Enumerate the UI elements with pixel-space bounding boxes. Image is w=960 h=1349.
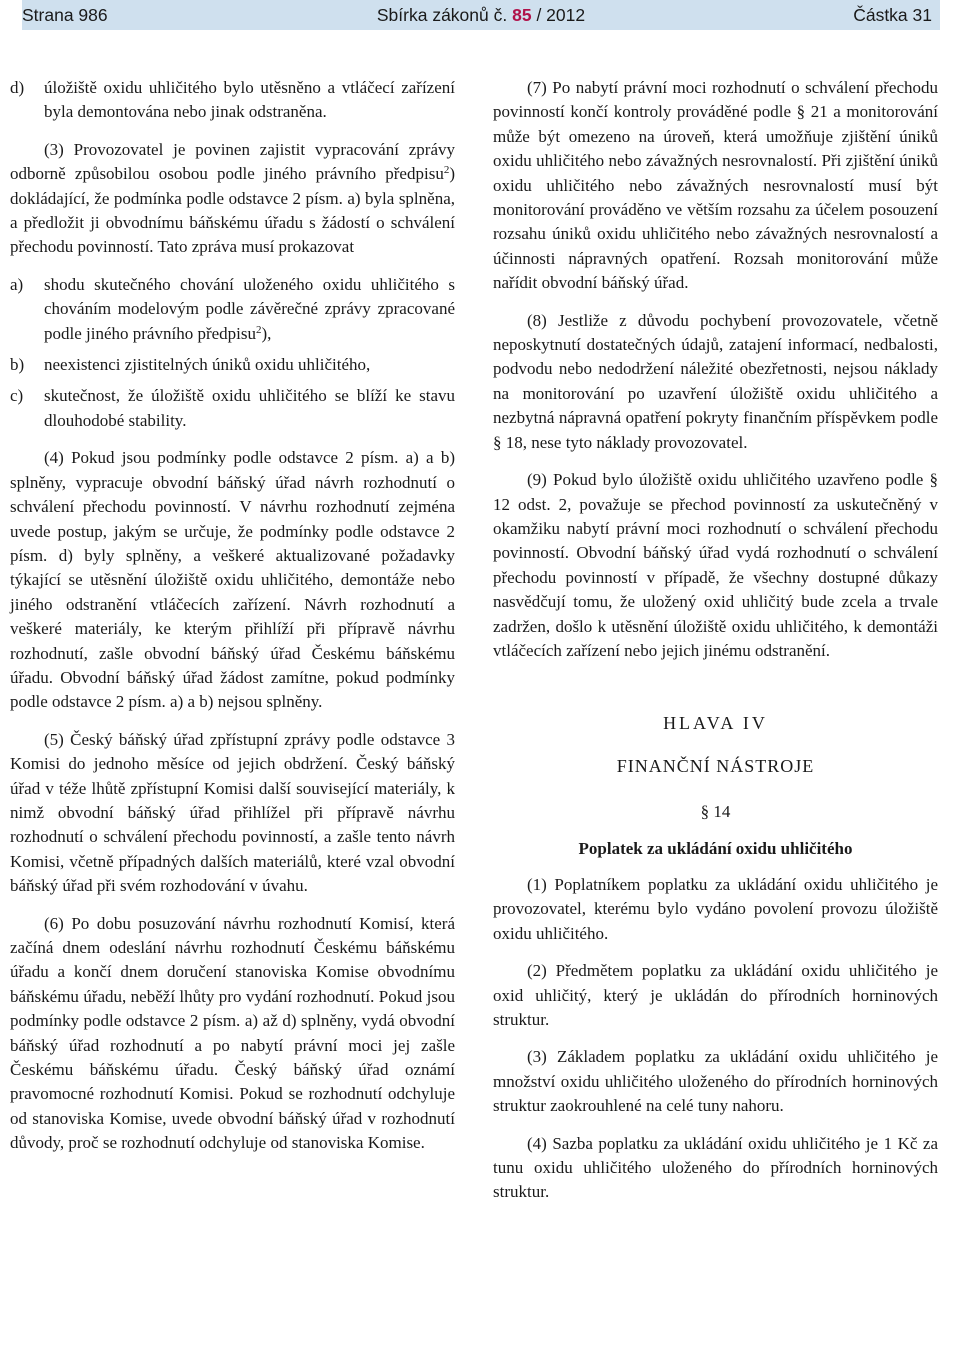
item-text-end: ), xyxy=(261,323,272,343)
paragraph-5: (5) Český báňský úřad zpřístupní zprávy podle odstavce 3 Komisi do jednoho měsíce od jejich obdržení. Český báňský úřad v téže lhůtě zpřístupní Komisi další související materiály, k nimž obvodní báňský úřad přihlížel při přípravě návrhu rozhodnutí o schválení přechodu povinností, a zašle tento návrh Komisi, včetně případných dalších materiálů, které vzal obvodní báňský úřad při svém rozhodování v úvahu. xyxy=(10,729,455,896)
item-label: b) xyxy=(10,355,25,375)
list-item xyxy=(10,273,455,346)
paragraph-8: (8) Jestliže z důvodu pochybení provozovatele, včetně neposkytnutí dostatečných údajů, zatajení informací, nedbalosti, podvodu nebo nedodržení náležité obezřetnosti, nejsou náklady na monitorování po uzavření úložiště oxidu uhličitého a nezbytná nápravná opatření pokryty finančním příspěvkem podle § 18, nese tyto náklady provozovatel. xyxy=(493,310,938,452)
paragraph-6: (6) Po dobu posuzování návrhu rozhodnutí Komisí, která začíná dnem odeslání návrhu rozhodnutí Českému báňskému úřadu a končí dnem doručení stanoviska Komise obvodnímu báňskému úřadu, neběží lhůty pro vydání rozhodnutí. Pokud jsou podmínky podle odstavce 2 písm. a) až d) splněny, vydá obvodní báňský úřad rozhodnutí a po nabytí právní moci jej zašle Českému báňskému úřadu. Český báňský úřad oznámí pravomocné rozhodnutí Komisi. Pokud se rozhodnutí odchyluje od stanoviska Komise, uvede obvodní báňský úřad v rozhodnutí důvody, proč se rozhodnutí odchyluje od stanoviska Komise. xyxy=(10,913,455,1153)
part-number: Částka 31 xyxy=(853,4,932,25)
section-paragraph-2: (2) Předmětem poplatku za ukládání oxidu uhličitého je oxid uhličitý, který je ukládán do přírodních horninových struktur. xyxy=(493,961,938,1029)
item-label: c) xyxy=(10,386,24,406)
page-header xyxy=(22,0,940,30)
collection-year: / 2012 xyxy=(536,4,586,25)
left-column xyxy=(10,76,455,1169)
chapter-heading: HLAVA IV xyxy=(663,713,768,734)
item-text: skutečnost, že úložiště oxidu uhličitého se blíží ke stavu dlouhodobé stability. xyxy=(44,386,455,430)
section-paragraph-4: (4) Sazba poplatku za ukládání oxidu uhličitého je 1 Kč za tunu oxidu uhličitého uloženého do přírodních horninových struktur. xyxy=(493,1133,938,1202)
section-number: § 14 xyxy=(700,802,731,822)
footnote-ref: 2 xyxy=(256,323,262,336)
section-title: Poplatek za ukládání oxidu uhličitého xyxy=(578,838,853,858)
section-paragraph-3: (3) Základem poplatku za ukládání oxidu uhličitého je množství oxidu uhličitého uloženého do přírodních horninových struktur zaokrouhlené na celé tuny nahoru. xyxy=(493,1047,938,1116)
list-item xyxy=(10,353,455,377)
chapter-title: FINANČNÍ NÁSTROJE xyxy=(616,755,815,776)
collection-number: 85 xyxy=(512,4,532,25)
collection-prefix: Sbírka zákonů č. xyxy=(376,4,508,25)
item-text: úložiště oxidu uhličitého bylo utěsněno a vtláčecí zařízení byla demontována nebo jinak odstraněna. xyxy=(44,78,455,122)
page-number: Strana 986 xyxy=(22,4,108,25)
item-label: a) xyxy=(10,274,24,294)
right-column xyxy=(493,76,938,1218)
item-label: d) xyxy=(10,78,25,97)
item-text: neexistenci zjistitelných úniků oxidu uhličitého, xyxy=(44,355,371,375)
item-text: shodu skutečného chování uloženého oxidu uhličitého s chováním modelovým podle závěrečné zprávy zpracované podle jiného právního předpisu xyxy=(44,274,455,343)
list-item xyxy=(10,384,455,433)
paragraph-3 xyxy=(10,138,455,260)
paragraph-3-text-b: ) dokládající, že podmínka podle odstavce 2 písm. a) byla splněna, a předložit ji obvodnímu báňskému úřadu s žádostí o schválení přechodu povinností. Tato zpráva musí prokazovat xyxy=(10,164,455,257)
paragraph-3-text-a: (3) Provozovatel je povinen zajistit vypracování zprávy odborně způsobilou osobou podle jiného právního předpisu xyxy=(10,139,455,184)
paragraph-4: (4) Pokud jsou podmínky podle odstavce 2 písm. a) a b) splněny, vypracuje obvodní báňský úřad návrh rozhodnutí o schválení přechodu povinností. V návrhu rozhodnutí zejména uvede postup, jakým se určuje, že podmínky podle odstavce 2 písm. d) byly splněny, a veškeré aktualizované požadavky týkající se utěsnění úložiště oxidu uhličitého, demontáže nebo jiného odstranění vtláčecích zařízení. Návrh rozhodnutí a veškeré materiály, ke kterým přihlíží při přípravě návrhu rozhodnutí, zašle obvodní báňský úřad Českému báňskému úřadu. Obvodní báňský úřad žádost zamítne, pokud podmínky podle odstavce 2 písm. a) a b) nejsou splněny. xyxy=(10,448,455,712)
footnote-ref: 2 xyxy=(443,164,450,177)
collection-ref xyxy=(22,5,940,26)
paragraph-9: (9) Pokud bylo úložiště oxidu uhličitého uzavřeno podle § 12 odst. 2, považuje se přechod povinností za uskutečněný v okamžiku nabytí právní moci rozhodnutí o schválení přechodu povinností. Obvodní báňský úřad vydá rozhodnutí o schválení přechodu povinností v případě, že všechny dostupné důkazy nasvědčují tomu, že uložený oxid uhličitý bude zcela a trvale zadržen, došlo k utěsnění úložiště oxidu uhličitého, k demontáži vtláčecích zařízení nebo jejich jinému odstranění. xyxy=(493,470,938,660)
paragraph-7: (7) Po nabytí právní moci rozhodnutí o schválení přechodu povinností končí kontroly prováděné podle § 21 a monitorování může být omezeno na úroveň, která umožňuje zjištění úniků oxidu uhličitého nebo závažných nesrovnalostí. Při zjištění úniků oxidu uhličitého nebo závažných nesrovnalostí musí být monitorování prováděno ve větším rozsahu za účelem posouzení rozsahu úniků oxidu uhličitého nebo závažných nesrovnalostí a účinnosti nápravných opatření. Rozsah monitorování může nařídit obvodní báňský úřad. xyxy=(493,78,938,293)
list-item xyxy=(10,76,455,125)
section-paragraph-1: (1) Poplatníkem poplatku za ukládání oxidu uhličitého je provozovatel, kterému bylo vydáno povolení provozu úložiště oxidu uhličitého. xyxy=(493,874,938,943)
